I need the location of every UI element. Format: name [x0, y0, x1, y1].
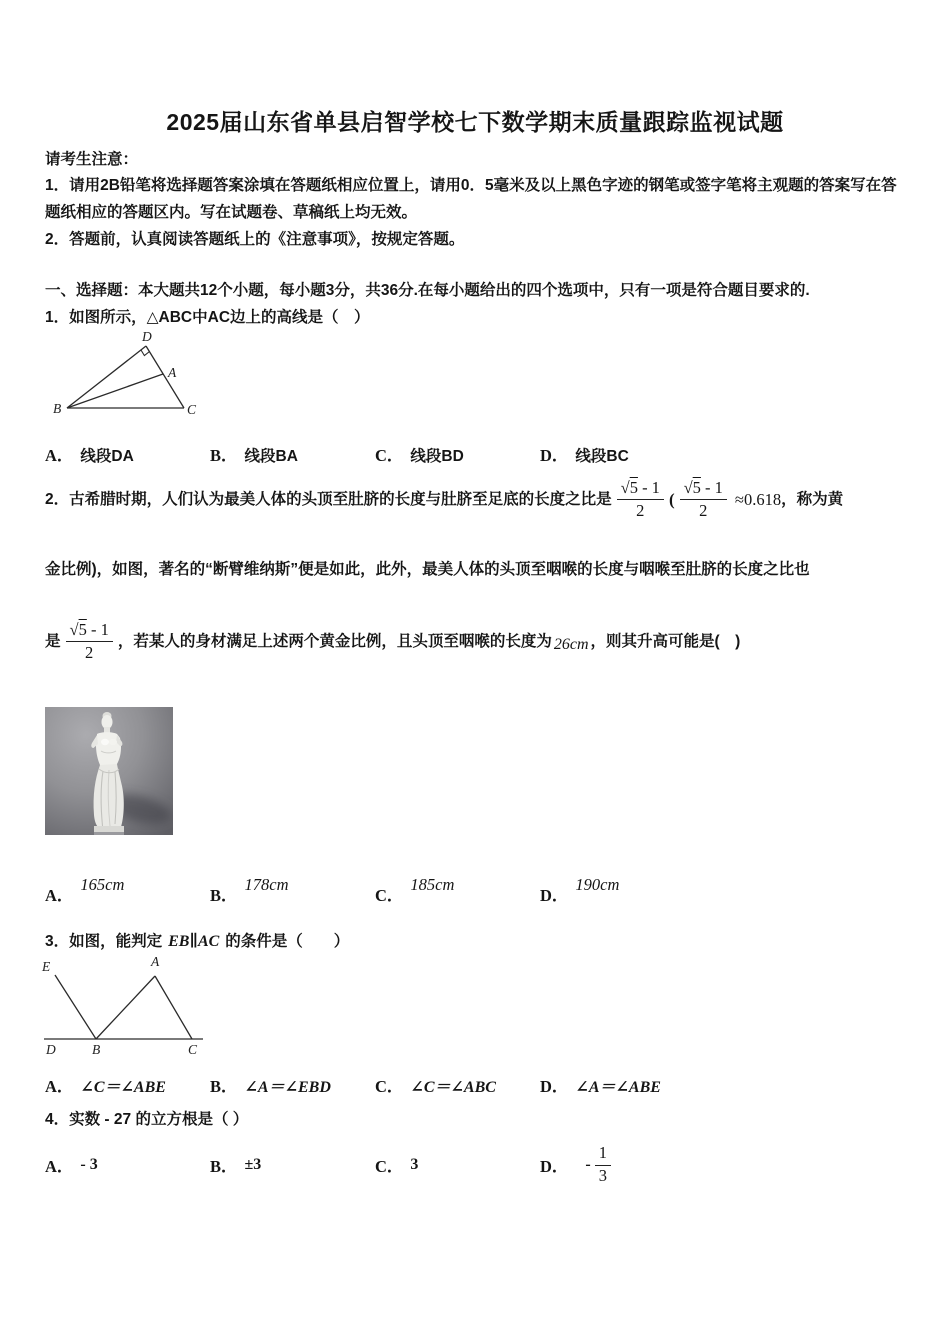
question-1-stem: 1．如图所示，△ABC中AC边上的高线是（ ）	[45, 309, 370, 326]
option-label: A．	[45, 446, 74, 465]
option-3a	[45, 1073, 210, 1097]
option-formula: ∠C＝∠ABC	[410, 1079, 496, 1096]
option-label: B．	[210, 1077, 238, 1096]
q2-stem-tail1: ，称为黄	[781, 490, 844, 508]
q2-line3-tail: ，则其升高可能是( )	[590, 632, 741, 650]
option-4d	[540, 1143, 907, 1186]
one-third-fraction: $\frac{1}{3}$	[595, 1143, 611, 1186]
q2-line3-lead: 是	[45, 632, 61, 650]
q2-approx-value: ≈0.618	[734, 489, 782, 509]
q2-open-paren: (	[668, 489, 675, 509]
option-2c	[375, 875, 540, 906]
q3-stem-tail: 的条件是（ ）	[225, 933, 350, 950]
notice-item-1: 1．请用2B铅笔将选择题答案涂填在答题纸相应位置上，请用0．5毫米及以上黑色字迹的钢笔或签字笔将主观题的答案写在答题纸相应的答题区内。写在试题卷、草稿纸上均无效。	[45, 177, 897, 221]
option-value: 185cm	[410, 875, 455, 894]
option-formula: ∠C＝∠ABE	[80, 1079, 166, 1096]
option-value: 178cm	[244, 875, 289, 894]
option-label: B．	[210, 886, 238, 905]
question-2-stem-line3	[45, 610, 740, 672]
vertex-label-d: D	[46, 1042, 56, 1057]
option-text: ±3	[244, 1156, 262, 1173]
option-4b	[210, 1153, 375, 1177]
vertex-label-b: B	[92, 1042, 101, 1057]
notice-item-2: 2．答题前，认真阅读答题纸上的《注意事项》，按规定答题。	[45, 231, 465, 248]
option-2d	[540, 875, 907, 906]
question-4-stem: 4．实数 - 27 的立方根是（ ）	[45, 1111, 249, 1128]
venus-statue-image	[45, 707, 173, 835]
q2-line3-mid: ，若某人的身材满足上述两个黄金比例，且头顶至咽喉的长度为	[117, 632, 552, 650]
question-3-stem	[45, 928, 349, 955]
q3-stem-math: EB∥AC	[168, 933, 220, 950]
section-heading: 一、选择题：本大题共12个小题，每小题3分，共36分.在每小题给出的四个选项中，只有一项是符合题目要求的.	[45, 282, 810, 299]
minus-sign: -	[585, 1156, 591, 1173]
option-label: C．	[375, 886, 404, 905]
question-2-stem-line1	[45, 462, 843, 536]
option-4a	[45, 1153, 210, 1177]
option-label: D．	[540, 446, 569, 465]
option-formula: ∠A＝∠ABE	[575, 1079, 661, 1096]
option-label: B．	[210, 446, 238, 465]
q3-stem-lead: 3．如图，能判定	[45, 933, 163, 950]
option-value: 165cm	[80, 875, 125, 894]
golden-ratio-fraction: $\frac{√5 - 1}{2}$	[617, 478, 664, 521]
golden-ratio-fraction: $\frac{√5 - 1}{2}$	[66, 620, 113, 663]
q2-stem-lead: 2．古希腊时期，人们认为最美人体的头顶至肚脐的长度与肚脐至足底的长度之比是	[45, 490, 612, 508]
vertex-label-c: C	[187, 402, 197, 417]
option-2b	[210, 875, 375, 906]
vertex-label-d: D	[142, 330, 152, 344]
option-label: A．	[45, 1157, 74, 1176]
golden-ratio-fraction: $\frac{√5 - 1}{2}$	[680, 478, 727, 521]
page-title: 2025届山东省单县启智学校七下数学期末质量跟踪监视试题	[166, 109, 784, 135]
vertex-label-e: E	[42, 959, 51, 974]
option-text: - 3	[80, 1156, 98, 1173]
question-1-triangle-figure	[42, 330, 247, 418]
option-3d	[540, 1073, 907, 1097]
option-label: B．	[210, 1157, 238, 1176]
q2-length-value: 26cm	[553, 635, 589, 653]
option-label: C．	[375, 1077, 404, 1096]
vertex-label-a: A	[168, 365, 177, 380]
vertex-label-b: B	[53, 401, 62, 416]
option-label: D．	[540, 886, 569, 905]
option-label: C．	[375, 1157, 404, 1176]
option-2a	[45, 875, 210, 906]
option-text: 线段BC	[575, 448, 629, 465]
question-2-stem-line2: 金比例)，如图，著名的“断臂维纳斯”便是如此，此外，最美人体的头顶至咽喉的长度与咽喉至肚脐的长度之比也	[45, 561, 810, 578]
option-text: 线段BD	[410, 448, 464, 465]
option-formula: ∠A＝∠EBD	[244, 1079, 331, 1096]
option-text: 3	[410, 1156, 419, 1173]
vertex-label-a: A	[151, 954, 160, 969]
notice-intro: 请考生注意：	[45, 151, 139, 168]
option-3c	[375, 1073, 540, 1097]
option-text: 线段DA	[80, 448, 134, 465]
option-3b	[210, 1073, 375, 1097]
vertex-label-c: C	[188, 1042, 198, 1057]
question-4-options	[45, 1140, 907, 1190]
question-3-parallel-figure	[38, 953, 218, 1060]
option-label: A．	[45, 1077, 74, 1096]
question-3-options	[45, 1073, 907, 1097]
option-label: A．	[45, 886, 74, 905]
option-label: D．	[540, 1157, 569, 1176]
option-4c	[375, 1153, 540, 1177]
option-label: C．	[375, 446, 404, 465]
option-text: 线段BA	[244, 448, 298, 465]
option-value: 190cm	[575, 875, 620, 894]
question-2-options	[45, 875, 907, 906]
option-label: D．	[540, 1077, 569, 1096]
